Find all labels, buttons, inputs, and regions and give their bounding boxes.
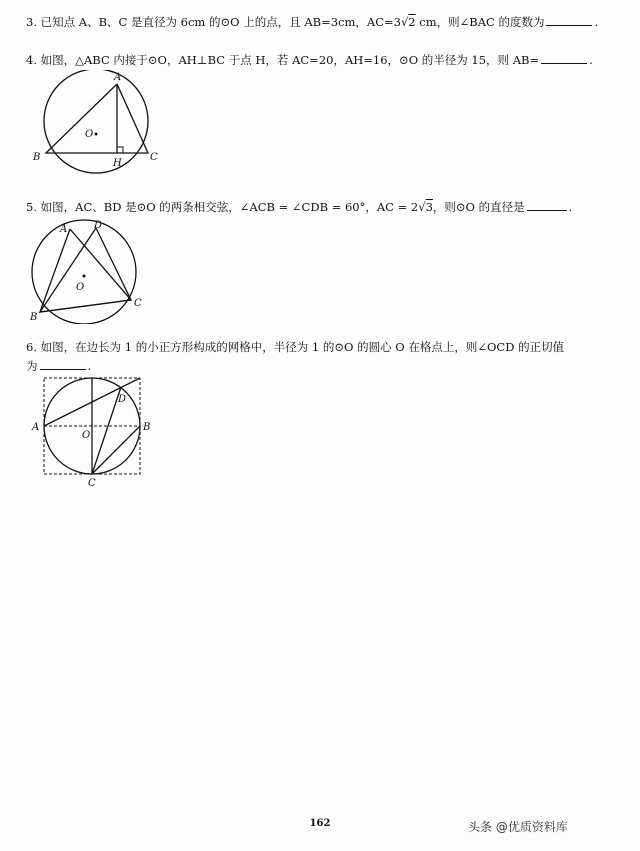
center-dot bbox=[83, 275, 86, 278]
figure-q6 bbox=[28, 374, 154, 488]
question-5-text bbox=[26, 199, 572, 214]
watermark: 头条 @优质资料库 bbox=[468, 820, 568, 834]
answer-blank[interactable] bbox=[541, 52, 587, 64]
question-text: 已知点 A、B、C 是直径为 6cm 的⊙O 上的点，且 AB=3cm，AC=3 bbox=[40, 15, 401, 29]
label-a: A bbox=[114, 72, 122, 83]
question-number: 5. bbox=[26, 200, 37, 214]
sqrt-argument: 3 bbox=[425, 200, 433, 214]
answer-blank[interactable] bbox=[527, 199, 567, 211]
page-number: 162 bbox=[309, 818, 331, 829]
question-text: cm，则∠BAC 的度数为 bbox=[415, 15, 545, 29]
period: . bbox=[568, 200, 573, 214]
question-6-text bbox=[26, 340, 564, 354]
question-text: 如图，在边长为 1 的小正方形构成的网格中，半径为 1 的⊙O 的圆心 O 在格点上，则∠OCD 的正切值 bbox=[40, 340, 565, 354]
label-b: B bbox=[30, 312, 38, 323]
figure-q4 bbox=[28, 70, 168, 174]
answer-blank[interactable] bbox=[40, 358, 86, 370]
question-6-text-line2 bbox=[26, 358, 91, 373]
label-d: D bbox=[118, 394, 127, 405]
period: . bbox=[594, 15, 599, 29]
question-number: 4. bbox=[26, 53, 37, 67]
label-d: D bbox=[94, 220, 103, 231]
label-o: O bbox=[85, 129, 94, 140]
label-a: A bbox=[60, 224, 68, 235]
period: . bbox=[589, 53, 593, 67]
triangle-abc bbox=[46, 84, 148, 153]
label-a: A bbox=[32, 422, 40, 433]
question-number: 6. bbox=[26, 340, 37, 354]
figure-q5 bbox=[28, 218, 146, 324]
triangle-bdc bbox=[40, 228, 131, 312]
label-c: C bbox=[88, 478, 96, 488]
label-o: O bbox=[76, 282, 85, 293]
question-3-text bbox=[26, 14, 598, 29]
segment-cb bbox=[92, 426, 140, 474]
center-dot bbox=[95, 133, 98, 136]
label-b: B bbox=[33, 152, 41, 163]
question-text: 为 bbox=[26, 359, 38, 373]
label-h: H bbox=[113, 158, 122, 169]
label-b: B bbox=[143, 422, 151, 433]
circle-o bbox=[32, 220, 136, 324]
circle-o bbox=[44, 70, 148, 173]
question-text: ，则⊙O 的直径是 bbox=[432, 200, 525, 214]
question-text: 如图，AC、BD 是⊙O 的两条相交弦，∠ACB = ∠CDB = 60°，AC = 2 bbox=[40, 200, 419, 214]
answer-blank[interactable] bbox=[546, 14, 592, 26]
question-4-text bbox=[26, 52, 593, 67]
label-c: C bbox=[150, 152, 158, 163]
question-number: 3. bbox=[26, 15, 37, 29]
label-c: C bbox=[134, 298, 142, 309]
sqrt-sign: √2 bbox=[400, 15, 416, 29]
label-o: O bbox=[82, 430, 91, 441]
question-text: 如图，△ABC 内接于⊙O，AH⊥BC 于点 H，若 AC=20，AH=16，⊙O 的半径为 15，则 AB= bbox=[40, 53, 540, 67]
period: . bbox=[87, 359, 92, 373]
sqrt-sign: √3 bbox=[418, 200, 433, 214]
right-angle-mark bbox=[117, 147, 123, 153]
sqrt-argument: 2 bbox=[408, 15, 416, 29]
